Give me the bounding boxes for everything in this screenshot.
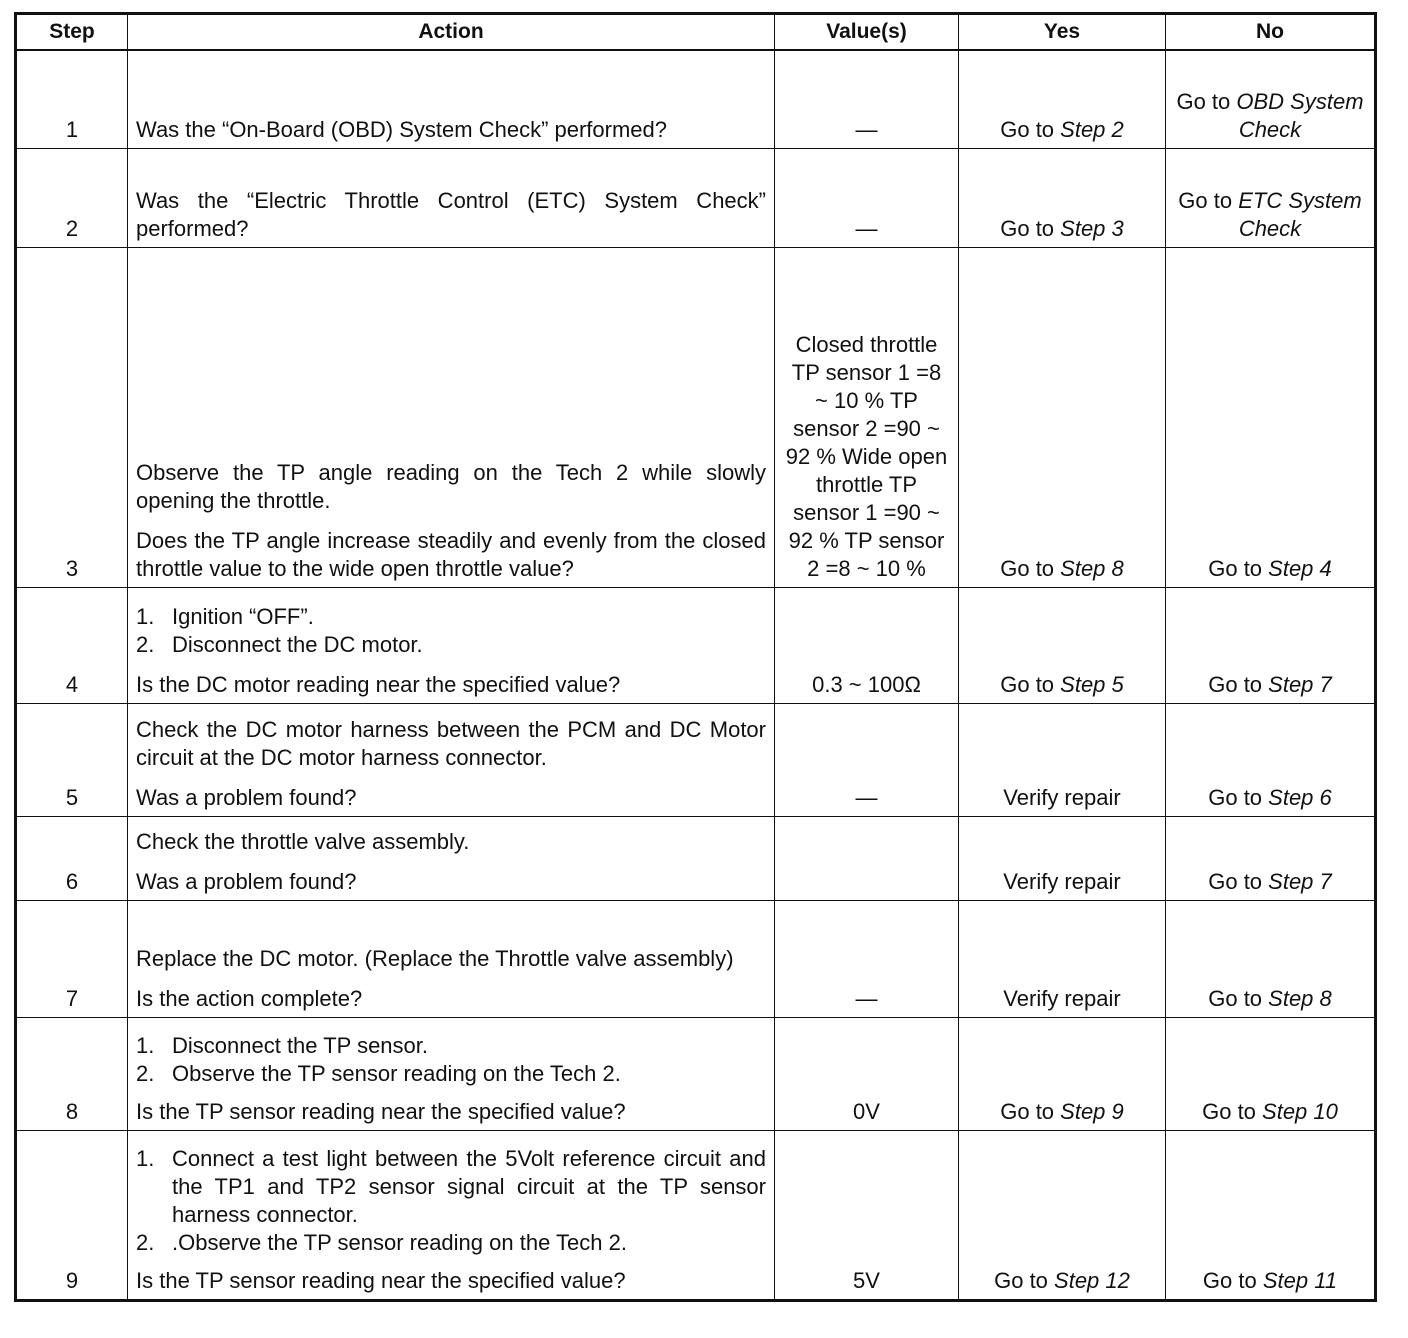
- action-question: Was a problem found?: [136, 784, 357, 810]
- yes-target: Step 3: [1060, 215, 1124, 241]
- action-question: Was a problem found?: [136, 868, 357, 894]
- list-text: Disconnect the TP sensor.: [172, 1032, 428, 1058]
- no-cell: [1166, 703, 1376, 816]
- yes-cell: [959, 247, 1166, 587]
- header-step: Step: [16, 14, 128, 51]
- value-cell: 0V: [775, 1017, 959, 1130]
- list-number: 2.: [136, 1229, 155, 1255]
- action-cell: [128, 247, 775, 587]
- no-target: ETC System Check: [1238, 187, 1362, 241]
- header-action: Action: [128, 14, 775, 51]
- yes-target: Step 9: [1060, 1098, 1124, 1124]
- action-question: Is the action complete?: [136, 985, 363, 1011]
- no-prefix: Go to: [1202, 1267, 1263, 1293]
- no-prefix: Go to: [1178, 187, 1239, 213]
- header-yes: Yes: [959, 14, 1166, 51]
- yes-prefix: Go to: [994, 1267, 1055, 1293]
- step-number: 5: [16, 703, 128, 816]
- yes-prefix: Go to: [1000, 1098, 1061, 1124]
- step-number: 1: [16, 50, 128, 148]
- yes-cell: [959, 148, 1166, 247]
- table-row: [16, 148, 1376, 247]
- table-row: [16, 50, 1376, 148]
- no-target: Step 8: [1268, 985, 1332, 1011]
- value-cell: Closed throttle TP sensor 1 =8 ~ 10 % TP sensor 2 =90 ~ 92 % Wide open throttle TP sensor 1 =90 ~ 92 % TP sensor 2 =8 ~ 10 %: [775, 247, 959, 587]
- step-number: 3: [16, 247, 128, 587]
- no-prefix: Go to: [1202, 1098, 1263, 1124]
- step-number: 6: [16, 816, 128, 900]
- action-cell: [128, 148, 775, 247]
- action-cell: [128, 1017, 775, 1130]
- no-target: Step 10: [1262, 1098, 1338, 1124]
- step-number: 4: [16, 587, 128, 703]
- no-prefix: Go to: [1176, 88, 1237, 114]
- list-number: 2.: [136, 1060, 155, 1086]
- diagnostic-table: [14, 12, 1377, 1302]
- list-item: [136, 1145, 766, 1229]
- no-prefix: Go to: [1208, 784, 1269, 810]
- yes-target: Step 8: [1060, 555, 1124, 581]
- action-text: Replace the DC motor. (Replace the Throttle valve assembly): [136, 945, 734, 971]
- no-cell: [1166, 1130, 1376, 1300]
- action-cell: [128, 1130, 775, 1300]
- header-values: Value(s): [775, 14, 959, 51]
- list-number: 1.: [136, 603, 155, 629]
- list-number: 1.: [136, 1145, 155, 1171]
- yes-prefix: Go to: [1000, 555, 1061, 581]
- no-cell: [1166, 900, 1376, 1017]
- yes-cell: [959, 1130, 1166, 1300]
- header-row: [16, 14, 1376, 51]
- action-cell: [128, 50, 775, 148]
- yes-cell: Verify repair: [959, 703, 1166, 816]
- action-cell: [128, 587, 775, 703]
- yes-prefix: Go to: [1000, 215, 1061, 241]
- no-target: Step 4: [1268, 555, 1332, 581]
- step-number: 9: [16, 1130, 128, 1300]
- action-text: Check the DC motor harness between the PCM and DC Motor circuit at the DC motor harness connector.: [136, 716, 766, 770]
- no-cell: [1166, 148, 1376, 247]
- no-prefix: Go to: [1208, 985, 1269, 1011]
- yes-cell: [959, 1017, 1166, 1130]
- table-row: [16, 703, 1376, 816]
- list-number: 1.: [136, 1032, 155, 1058]
- no-cell: [1166, 587, 1376, 703]
- yes-target: Step 2: [1060, 116, 1124, 142]
- no-target: OBD System Check: [1236, 88, 1364, 142]
- no-cell: [1166, 816, 1376, 900]
- table-row: [16, 900, 1376, 1017]
- yes-prefix: Go to: [1000, 116, 1061, 142]
- header-no: No: [1166, 14, 1376, 51]
- list-item: [136, 1060, 766, 1088]
- table-row: [16, 816, 1376, 900]
- value-cell: 0.3 ~ 100Ω: [775, 587, 959, 703]
- list-text: Ignition “OFF”.: [172, 603, 314, 629]
- value-cell: —: [775, 148, 959, 247]
- value-cell: —: [775, 900, 959, 1017]
- no-prefix: Go to: [1208, 671, 1269, 697]
- list-text: Connect a test light between the 5Volt reference circuit and the TP1 and TP2 sensor signal circuit at the TP sensor harness connector.: [172, 1145, 766, 1227]
- value-cell: 5V: [775, 1130, 959, 1300]
- action-text: Check the throttle valve assembly.: [136, 828, 470, 854]
- yes-cell: [959, 587, 1166, 703]
- list-text: .Observe the TP sensor reading on the Tech 2.: [172, 1229, 627, 1255]
- action-cell: [128, 900, 775, 1017]
- action-cell: [128, 816, 775, 900]
- value-cell: —: [775, 703, 959, 816]
- yes-cell: Verify repair: [959, 900, 1166, 1017]
- yes-cell: [959, 50, 1166, 148]
- yes-cell: Verify repair: [959, 816, 1166, 900]
- no-target: Step 7: [1268, 868, 1332, 894]
- table-row: [16, 587, 1376, 703]
- no-prefix: Go to: [1208, 555, 1269, 581]
- step-number: 8: [16, 1017, 128, 1130]
- action-question: Does the TP angle increase steadily and evenly from the closed throttle value to the wide open throttle value?: [136, 527, 766, 581]
- no-target: Step 7: [1268, 671, 1332, 697]
- step-number: 7: [16, 900, 128, 1017]
- list-number: 2.: [136, 631, 155, 657]
- list-text: Observe the TP sensor reading on the Tech 2.: [172, 1060, 621, 1086]
- yes-prefix: Go to: [1000, 671, 1061, 697]
- action-text: Was the “On-Board (OBD) System Check” performed?: [136, 116, 668, 142]
- yes-target: Step 12: [1054, 1267, 1130, 1293]
- no-target: Step 6: [1268, 784, 1332, 810]
- list-item: [136, 631, 766, 659]
- action-question: Is the TP sensor reading near the specified value?: [136, 1267, 626, 1293]
- action-question: Is the TP sensor reading near the specified value?: [136, 1098, 626, 1124]
- no-cell: [1166, 247, 1376, 587]
- table-row: [16, 1017, 1376, 1130]
- list-item: [136, 1229, 766, 1257]
- step-number: 2: [16, 148, 128, 247]
- list-item: [136, 1032, 766, 1060]
- no-prefix: Go to: [1208, 868, 1269, 894]
- list-text: Disconnect the DC motor.: [172, 631, 423, 657]
- list-item: [136, 603, 766, 631]
- action-question: Is the DC motor reading near the specified value?: [136, 671, 621, 697]
- no-cell: [1166, 50, 1376, 148]
- table-row: [16, 1130, 1376, 1300]
- action-text: Was the “Electric Throttle Control (ETC) System Check” performed?: [136, 187, 766, 241]
- value-cell: [775, 816, 959, 900]
- value-cell: —: [775, 50, 959, 148]
- no-cell: [1166, 1017, 1376, 1130]
- no-target: Step 11: [1262, 1267, 1338, 1293]
- yes-target: Step 5: [1060, 671, 1124, 697]
- action-cell: [128, 703, 775, 816]
- action-text: Observe the TP angle reading on the Tech 2 while slowly opening the throttle.: [136, 459, 766, 513]
- table-row: [16, 247, 1376, 587]
